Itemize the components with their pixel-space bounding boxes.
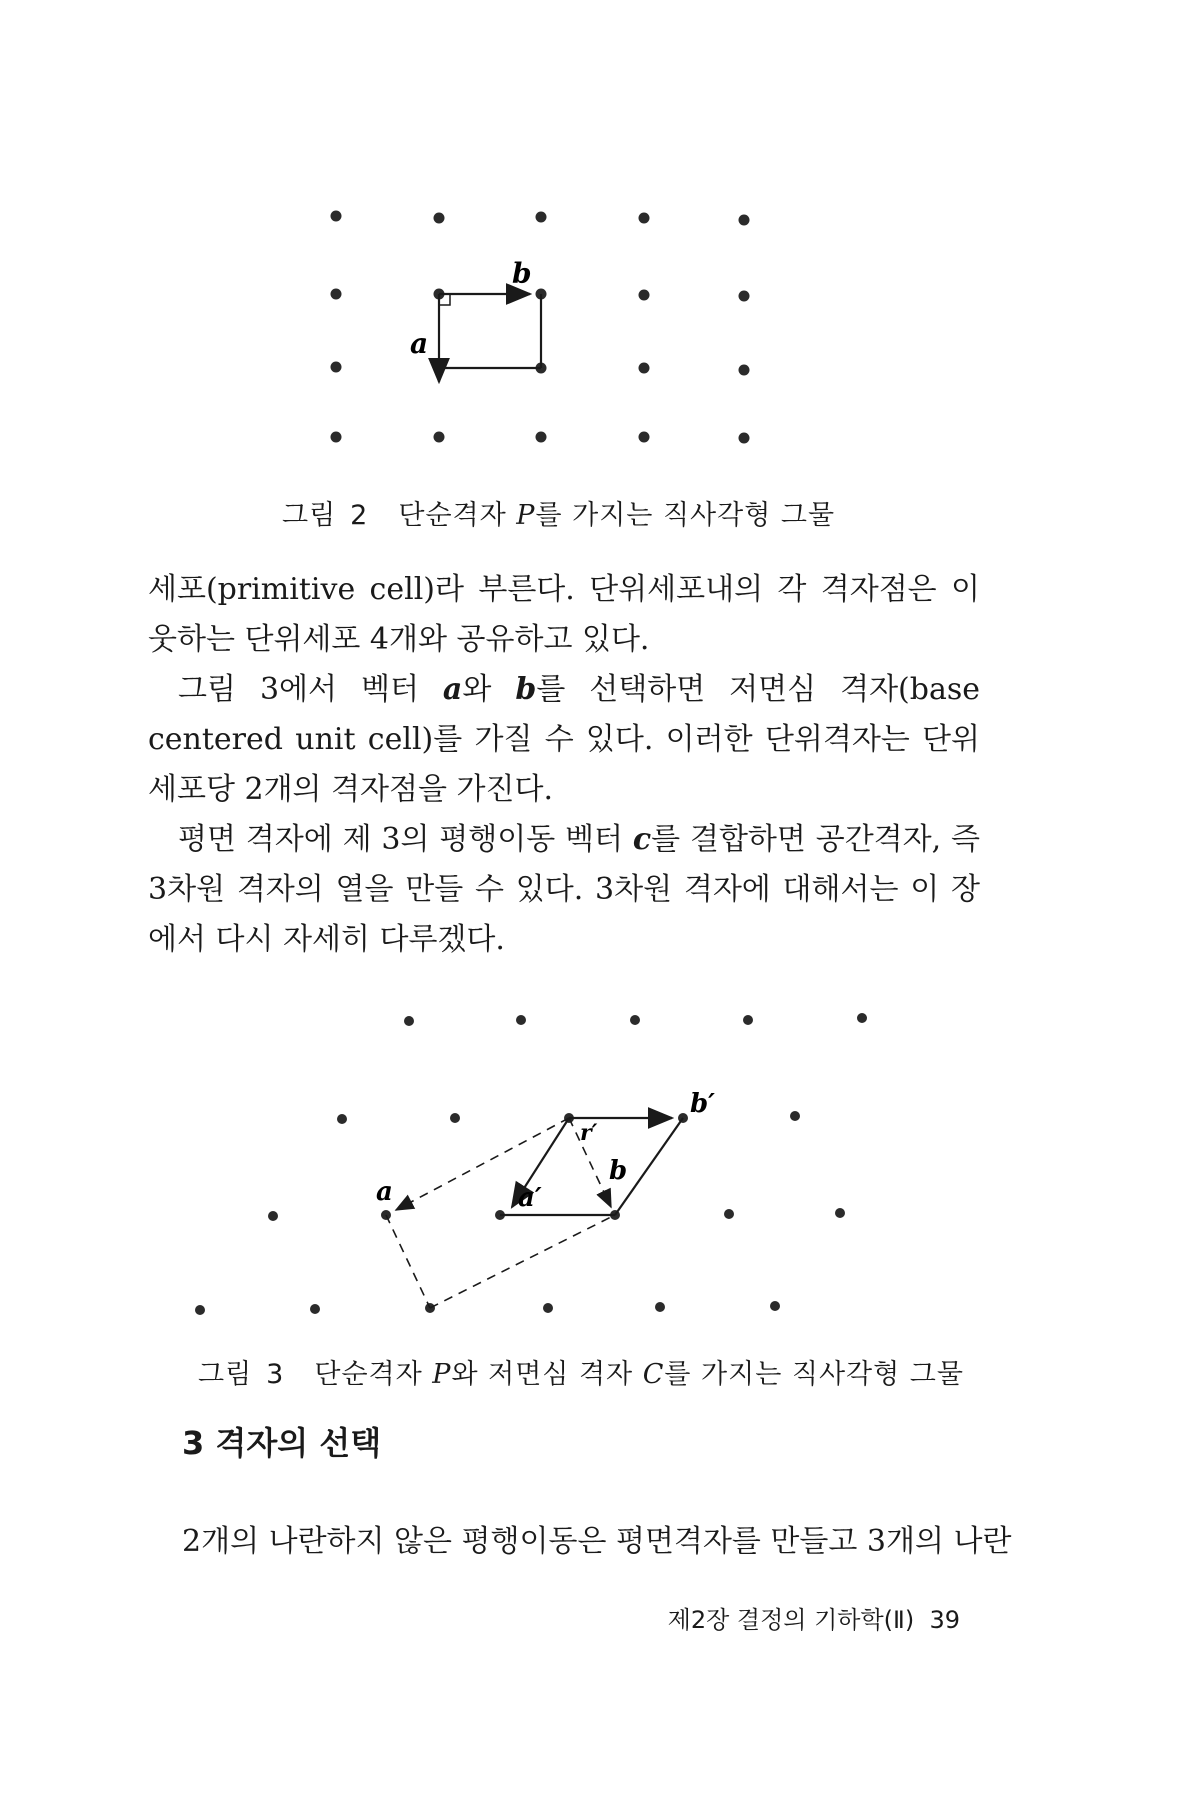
caption-text-middle-3: 와 저면심 격자 xyxy=(451,1359,643,1390)
caption-number-3: 3 xyxy=(266,1359,285,1390)
figure-3-caption xyxy=(198,1352,964,1391)
paragraph-1 xyxy=(148,565,980,665)
paragraph-2-text-2: 와 xyxy=(462,672,516,707)
paragraph-2-text: 그림 3에서 벡터 xyxy=(178,672,443,707)
page-footer xyxy=(600,1600,960,1635)
vector-a-label-3: a xyxy=(376,1177,393,1207)
figure-3-diagram xyxy=(0,990,1200,1390)
vector-b-prime-label: b′ xyxy=(690,1089,716,1119)
vector-c-symbol: c xyxy=(632,822,652,857)
unit-cell xyxy=(439,294,541,382)
caption-text: 단순격자 xyxy=(398,500,517,531)
caption-prefix: 그림 xyxy=(282,500,337,531)
caption-prefix-3: 그림 xyxy=(198,1359,253,1390)
paragraph-2 xyxy=(148,665,980,815)
caption-text-after: 를 가지는 직사각형 그물 xyxy=(535,500,836,531)
vector-a-label: a xyxy=(410,327,429,360)
caption-text-3: 단순격자 xyxy=(314,1359,433,1390)
body-text xyxy=(148,565,980,965)
caption-symbol-p: P xyxy=(516,500,536,531)
paragraph-3 xyxy=(148,815,980,965)
lattice-points-3 xyxy=(195,1013,867,1315)
vector-b-label-3: b xyxy=(609,1156,628,1186)
caption-text-after-3: 를 가지는 직사각형 그물 xyxy=(664,1359,964,1390)
figure-2-caption xyxy=(282,493,835,532)
paragraph-3-text: 평면 격자에 제 3의 평행이동 벡터 xyxy=(178,822,633,857)
caption-symbol-p-3: P xyxy=(432,1359,452,1390)
caption-symbol-c-3: C xyxy=(642,1359,665,1390)
section-heading: 3 격자의 선택 xyxy=(182,1424,382,1462)
chapter-title: 제2장 결정의 기하학(Ⅱ) xyxy=(667,1606,915,1634)
caption-number: 2 xyxy=(350,500,369,531)
vector-r-prime-label: r′ xyxy=(580,1120,598,1146)
vector-a-prime-label: a′ xyxy=(518,1183,542,1213)
paragraph-4: 2개의 나란하지 않은 평행이동은 평면격자를 만들고 3개의 나란 xyxy=(182,1524,1012,1559)
vector-a-symbol: a xyxy=(442,672,463,707)
figure-2-diagram xyxy=(0,0,1200,470)
vector-b-label: b xyxy=(512,257,532,290)
paragraph-2-text-3: 를 선택하면 저면심 격자(base centered unit cell)를 가질 수 있다. 이러한 단위격자는 단위세포당 2개의 격자점을 가진다. xyxy=(148,672,980,807)
paragraph-3-text-2: 를 결합하면 공간격자, 즉 3차원 격자의 열을 만들 수 있다. 3차원 격자에 대해서는 이 장에서 다시 자세히 다루겠다. xyxy=(148,822,980,957)
page-number: 39 xyxy=(929,1606,960,1634)
paragraph-1-text: 세포(primitive cell)라 부른다. 단위세포내의 각 격자점은 이웃하는 단위세포 4개와 공유하고 있다. xyxy=(148,572,980,657)
vector-b-symbol: b xyxy=(515,672,537,707)
